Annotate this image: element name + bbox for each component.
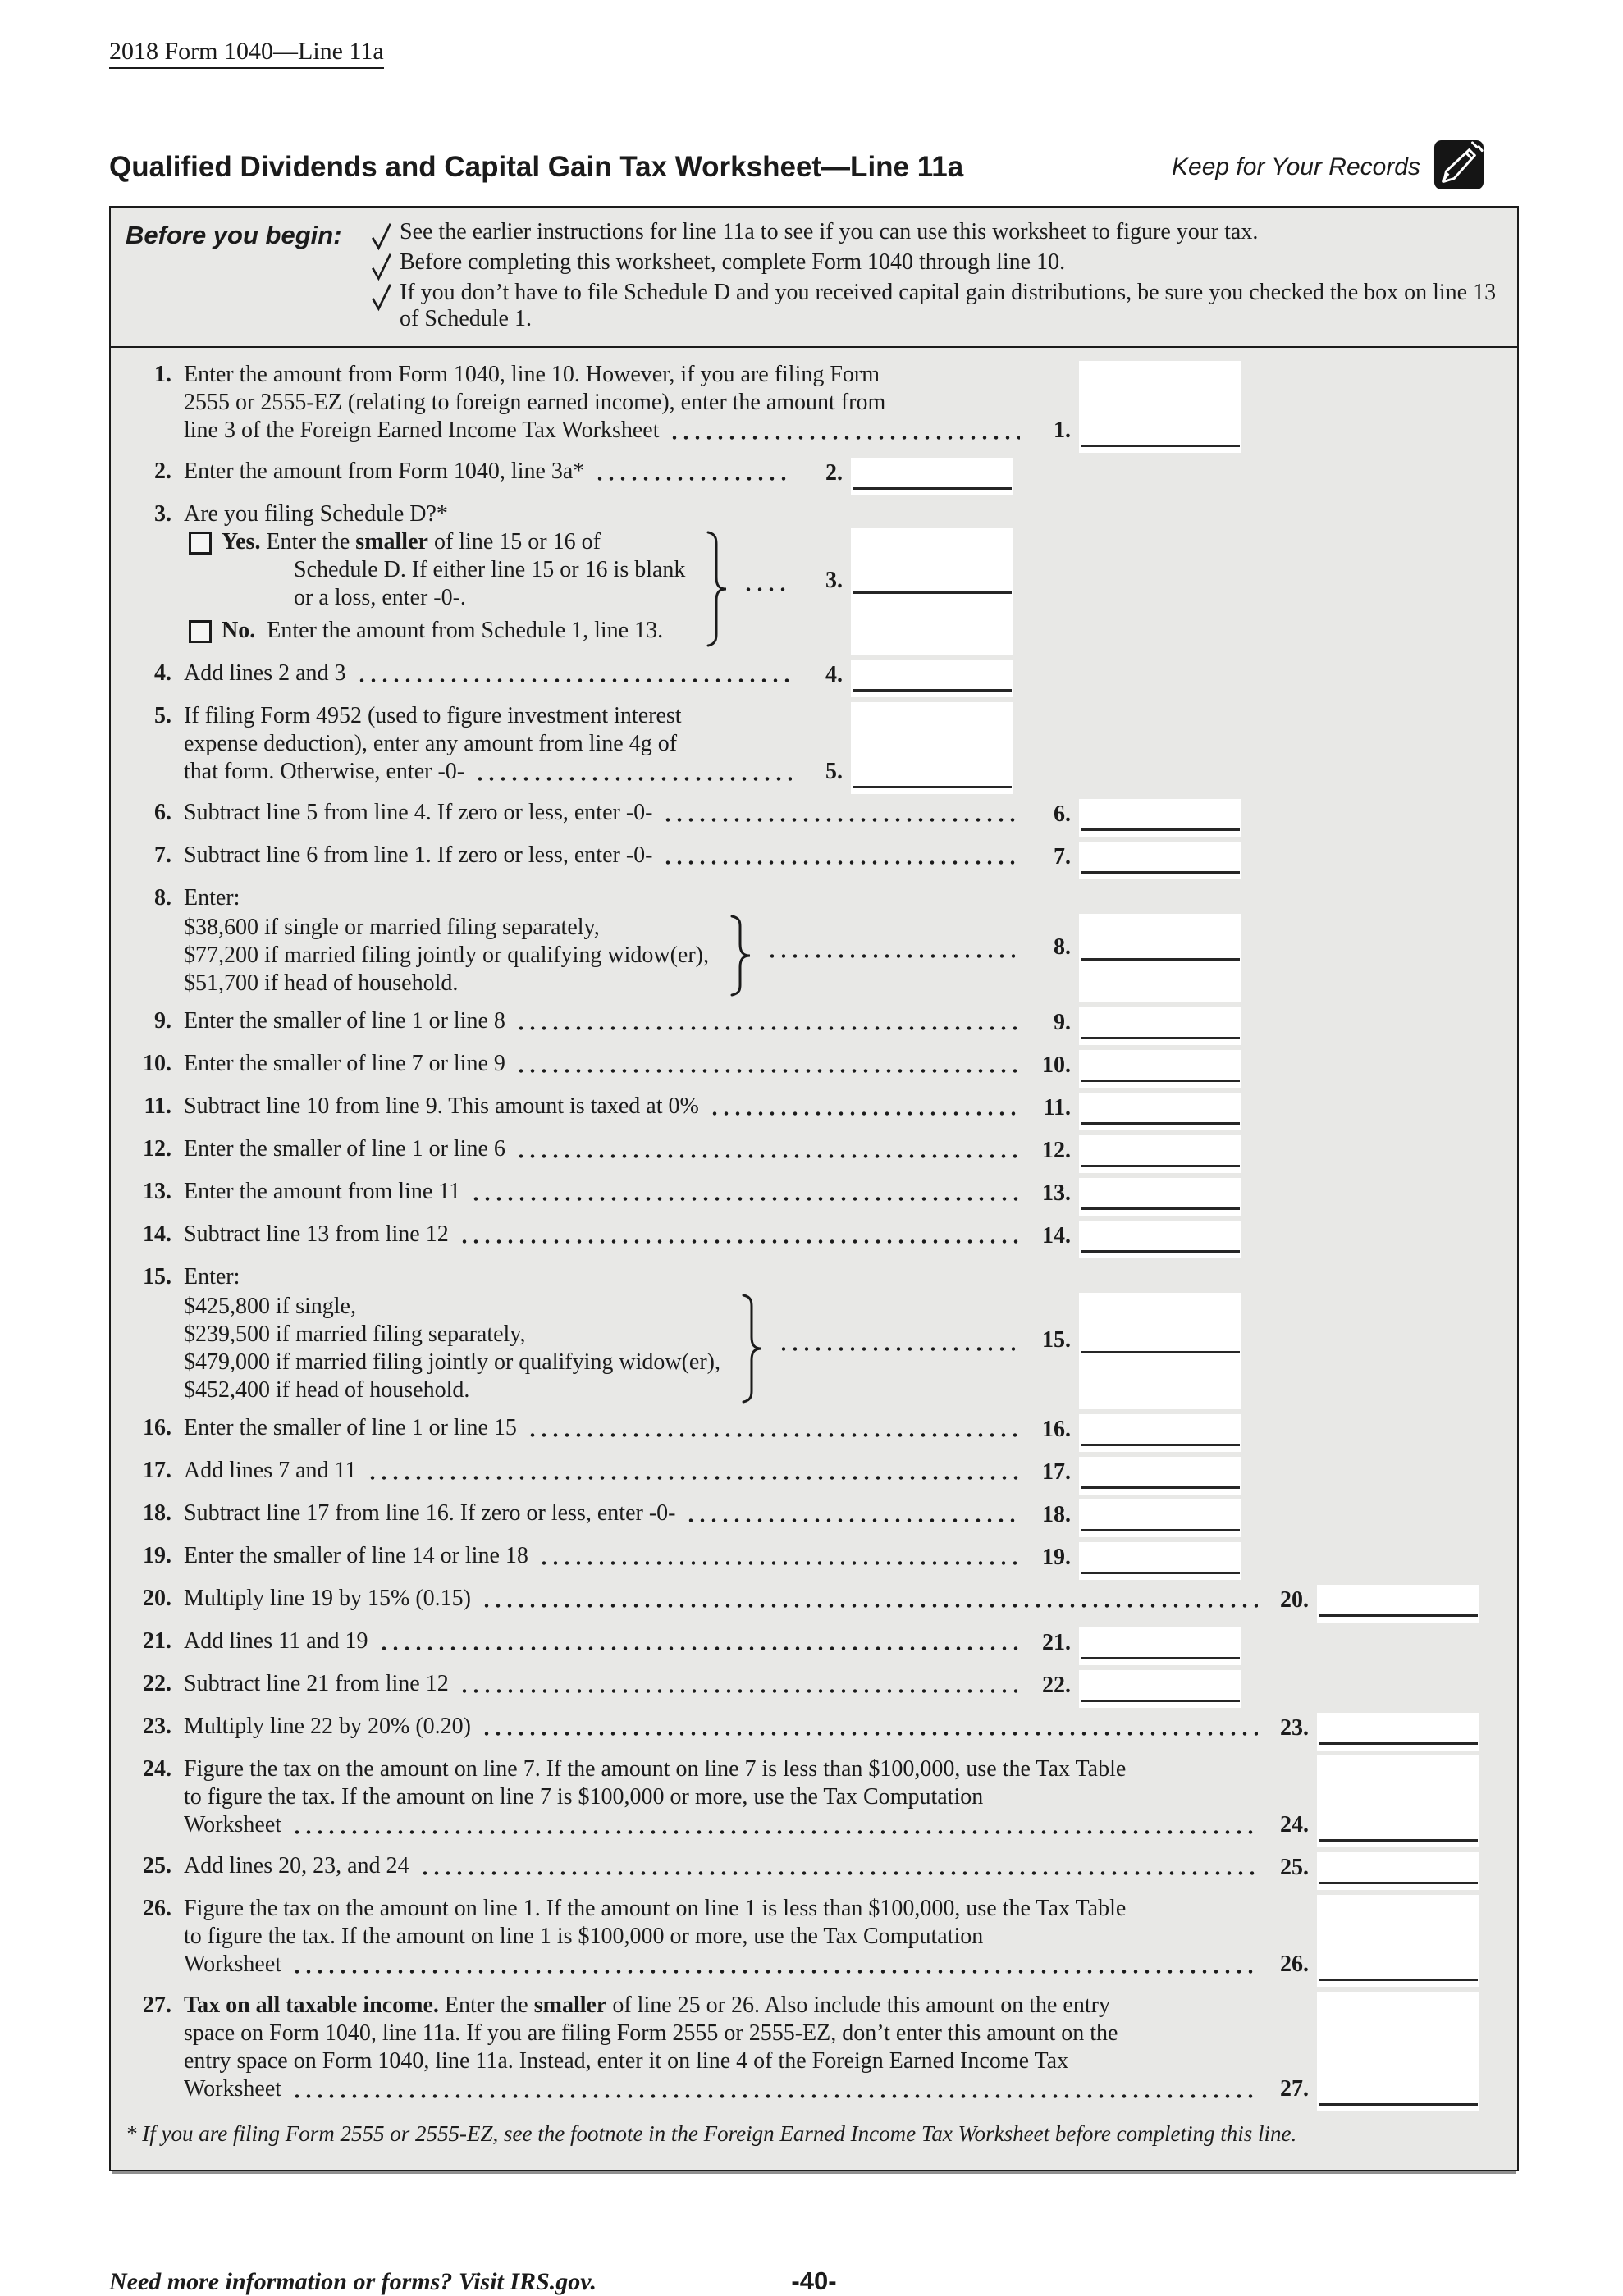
before-item	[370, 249, 1499, 279]
entry-label: 26.	[1280, 1951, 1309, 1977]
amount-entry-box[interactable]	[851, 702, 1013, 794]
line-text: Multiply line 22 by 20% (0.20)	[184, 1714, 471, 1739]
line-text: Subtract line 5 from line 4. If zero or less, enter -0-	[184, 800, 653, 825]
line-number: 10.	[143, 1051, 171, 1076]
dot-leader	[459, 1688, 1020, 1694]
amount-entry-box[interactable]	[851, 528, 1013, 655]
line-text: to figure the tax. If the amount on line 1 is $100,000 or more, use the Tax Computation	[184, 1924, 984, 1949]
worksheet-row-25	[124, 1847, 1517, 1890]
amount-entry-box[interactable]	[1317, 1992, 1479, 2111]
amount-entry-box[interactable]	[1317, 1755, 1479, 1847]
amount-entry-box[interactable]	[1079, 1007, 1241, 1045]
line-number: 7.	[154, 842, 171, 868]
worksheet-row-16	[124, 1409, 1517, 1452]
line-text: Add lines 11 and 19	[184, 1628, 368, 1654]
worksheet-row-27	[124, 1987, 1517, 2111]
worksheet-row-4	[124, 655, 1517, 697]
line-text: Multiply line 19 by 15% (0.15)	[184, 1586, 471, 1611]
line-text: Are you filing Schedule D?*	[184, 501, 448, 527]
document-page	[109, 0, 1519, 2296]
line-text: Subtract line 17 from line 16. If zero or less, enter -0-	[184, 1500, 676, 1526]
worksheet-row-24	[124, 1751, 1517, 1847]
line-number: 19.	[143, 1543, 171, 1568]
line-text: Add lines 20, 23, and 24	[184, 1853, 409, 1878]
line-text: Enter the smaller of line 1 or line 8	[184, 1008, 505, 1034]
line-number: 15.	[143, 1264, 171, 1290]
entry-label: 21.	[1042, 1630, 1071, 1655]
threshold-amounts: $425,800 if single, $239,500 if married filing separately, $479,000 if married filing jointly or qualifying widow(er), $452,400 if head of household.	[184, 1294, 720, 1403]
entry-label: 25.	[1280, 1855, 1309, 1880]
entry-label: 17.	[1042, 1459, 1071, 1485]
worksheet-row-14	[124, 1216, 1517, 1258]
line-number: 16.	[143, 1415, 171, 1440]
worksheet-row-23	[124, 1708, 1517, 1751]
entry-label: 9.	[1054, 1010, 1071, 1035]
worksheet-row-12	[124, 1130, 1517, 1173]
before-item-text: If you don’t have to file Schedule D and you received capital gain distributions, be sure you checked the box on line 13 of Schedule 1.	[400, 280, 1497, 331]
line-number: 9.	[154, 1008, 171, 1034]
dot-leader	[291, 1969, 1258, 1974]
line-number: 11.	[144, 1093, 171, 1119]
no-option-text: No. Enter the amount from Schedule 1, line 13.	[222, 618, 664, 643]
worksheet-row-18	[124, 1495, 1517, 1537]
before-you-begin-label: Before you begin:	[126, 221, 342, 249]
amount-entry-box[interactable]	[1079, 1627, 1241, 1665]
amount-entry-box[interactable]	[1317, 1585, 1479, 1623]
entry-label: 6.	[1054, 801, 1071, 827]
line-text: Enter:	[184, 1264, 240, 1290]
line-number: 25.	[143, 1853, 171, 1878]
line-text: Enter the smaller of line 14 or line 18	[184, 1543, 528, 1568]
line-number: 23.	[143, 1714, 171, 1739]
dot-leader	[515, 1153, 1020, 1159]
yes-option-text: Yes. Enter the smaller of line 15 or 16 of Schedule D. If either line 15 or 16 is blank or a loss, enter -0-.	[222, 529, 686, 610]
dot-leader	[594, 476, 792, 482]
line-text: Worksheet	[184, 2076, 282, 2102]
worksheet-row-5	[124, 697, 1517, 794]
amount-entry-box[interactable]	[1079, 1093, 1241, 1130]
no-checkbox[interactable]	[189, 620, 212, 643]
amount-entry-box[interactable]	[1079, 1670, 1241, 1708]
line-text: 2555 or 2555-EZ (relating to foreign earned income), enter the amount from	[184, 390, 886, 415]
amount-entry-box[interactable]	[1079, 1050, 1241, 1088]
worksheet-row-26	[124, 1890, 1517, 1987]
yes-option	[189, 528, 685, 612]
dot-leader	[669, 435, 1020, 440]
line-text: Subtract line 10 from line 9. This amount is taxed at 0%	[184, 1093, 699, 1119]
worksheet-row-6	[124, 794, 1517, 837]
worksheet-row-10	[124, 1045, 1517, 1088]
line-text: expense deduction), enter any amount from line 4g of	[184, 731, 678, 756]
worksheet-row-19	[124, 1537, 1517, 1580]
dot-leader	[481, 1731, 1258, 1737]
line-text: Subtract line 21 from line 12	[184, 1671, 449, 1696]
line-number: 1.	[154, 362, 171, 387]
worksheet-row-15	[124, 1258, 1517, 1409]
entry-label: 27.	[1280, 2076, 1309, 2102]
worksheet-row-3	[124, 495, 1517, 655]
dot-leader	[356, 678, 792, 683]
amount-entry-box[interactable]	[1079, 1542, 1241, 1580]
line-text: space on Form 1040, line 11a. If you are filing Form 2555 or 2555-EZ, don’t enter this amount on the	[184, 2020, 1118, 2046]
dot-leader	[766, 953, 1020, 959]
brace	[727, 914, 753, 997]
before-item-text: Before completing this worksheet, complete Form 1040 through line 10.	[400, 249, 1066, 275]
line-text: Enter the amount from Form 1040, line 3a*	[184, 459, 585, 484]
line-number: 12.	[143, 1136, 171, 1162]
line-number: 24.	[143, 1756, 171, 1782]
amount-entry-box[interactable]	[1079, 842, 1241, 879]
dot-leader	[459, 1239, 1020, 1244]
amount-entry-box[interactable]	[1079, 1293, 1241, 1409]
line-number: 18.	[143, 1500, 171, 1526]
line-number: 14.	[143, 1221, 171, 1247]
line-text: Subtract line 13 from line 12	[184, 1221, 449, 1247]
line-number: 4.	[154, 660, 171, 686]
worksheet-row-9	[124, 1002, 1517, 1045]
amount-entry-box[interactable]	[1079, 1499, 1241, 1537]
line-text: Figure the tax on the amount on line 1. If the amount on line 1 is less than $100,000, use the Tax Table	[184, 1896, 1127, 1921]
entry-label: 11.	[1043, 1095, 1071, 1121]
worksheet-row-11	[124, 1088, 1517, 1130]
threshold-amounts: $38,600 if single or married filing separately, $77,200 if married filing jointly or qualifying widow(er), $51,700 if head of household.	[184, 915, 709, 996]
worksheet-row-8	[124, 879, 1517, 1002]
worksheet-row-2	[124, 453, 1517, 495]
line-text: Tax on all taxable income. Enter the smaller of line 25 or 26. Also include this amount on the entry	[184, 1992, 1110, 2018]
dot-leader	[481, 1603, 1258, 1609]
worksheet-row-13	[124, 1173, 1517, 1216]
amount-entry-box[interactable]	[1079, 1135, 1241, 1173]
amount-entry-box[interactable]	[851, 660, 1013, 697]
dot-leader	[685, 1518, 1020, 1523]
entry-label: 13.	[1042, 1180, 1071, 1206]
entry-label: 16.	[1042, 1417, 1071, 1442]
entry-label: 22.	[1042, 1673, 1071, 1698]
amount-entry-box[interactable]	[1079, 1221, 1241, 1258]
entry-label: 23.	[1280, 1715, 1309, 1741]
worksheet-rows	[111, 348, 1517, 2111]
dot-leader	[419, 1870, 1258, 1876]
line-number: 22.	[143, 1671, 171, 1696]
line-text: Add lines 7 and 11	[184, 1458, 357, 1483]
worksheet-row-21	[124, 1623, 1517, 1665]
worksheet-row-7	[124, 837, 1517, 879]
dot-leader	[743, 587, 792, 592]
line-text: Worksheet	[184, 1812, 282, 1837]
entry-label: 10.	[1042, 1052, 1071, 1078]
line-number: 2.	[154, 459, 171, 484]
entry-label: 1.	[1054, 418, 1071, 443]
worksheet-row-1	[124, 356, 1517, 453]
dot-leader	[291, 1829, 1258, 1835]
keep-for-records-note: Keep for Your Records	[1172, 153, 1420, 180]
line-text: Worksheet	[184, 1951, 282, 1977]
worksheet-title: Qualified Dividends and Capital Gain Tax Worksheet—Line 11a	[109, 150, 964, 183]
before-item-text: See the earlier instructions for line 11a to see if you can use this worksheet to figure your tax.	[400, 219, 1259, 244]
entry-label: 14.	[1042, 1223, 1071, 1248]
amount-entry-box[interactable]	[1079, 361, 1241, 453]
dot-leader	[291, 2093, 1258, 2099]
dot-leader	[470, 1196, 1020, 1202]
line-text: Enter the amount from Form 1040, line 10. However, if you are filing Form	[184, 362, 880, 387]
brace	[703, 530, 729, 648]
check-icon	[370, 221, 393, 251]
check-icon	[370, 252, 393, 281]
line-number: 13.	[143, 1179, 171, 1204]
line-text: Enter the smaller of line 1 or line 6	[184, 1136, 505, 1162]
page-number: -40-	[791, 2266, 837, 2295]
amount-entry-box[interactable]	[1079, 799, 1241, 837]
line-number: 3.	[154, 501, 171, 527]
entry-label: 5.	[825, 759, 843, 784]
amount-entry-box[interactable]	[1079, 1178, 1241, 1216]
line-text: that form. Otherwise, enter -0-	[184, 759, 465, 784]
dot-leader	[378, 1646, 1021, 1651]
no-option	[189, 617, 685, 645]
dot-leader	[662, 817, 1020, 823]
worksheet-footnote: * If you are filing Form 2555 or 2555-EZ, see the footnote in the Foreign Earned Income Tax Worksheet before completing this line.	[126, 2121, 1297, 2146]
line-text: Enter:	[184, 885, 240, 911]
entry-label: 2.	[825, 460, 843, 486]
brace	[738, 1293, 765, 1404]
line-text: entry space on Form 1040, line 11a. Instead, enter it on line 4 of the Foreign Earned Income Tax	[184, 2048, 1069, 2074]
line-text: to figure the tax. If the amount on line 7 is $100,000 or more, use the Tax Computation	[184, 1784, 984, 1810]
line-number: 6.	[154, 800, 171, 825]
dot-leader	[527, 1432, 1020, 1438]
amount-entry-box[interactable]	[1317, 1713, 1479, 1751]
line-number: 27.	[143, 1992, 171, 2018]
entry-label: 15.	[1042, 1327, 1071, 1353]
line-text: Enter the amount from line 11	[184, 1179, 461, 1204]
amount-entry-box[interactable]	[1317, 1852, 1479, 1890]
line-number: 5.	[154, 703, 171, 728]
dot-leader	[538, 1560, 1020, 1566]
line-text: line 3 of the Foreign Earned Income Tax Worksheet	[184, 418, 660, 443]
pencil-icon	[1433, 139, 1484, 194]
dot-leader	[367, 1475, 1021, 1481]
line-text: If filing Form 4952 (used to figure investment interest	[184, 703, 682, 728]
entry-label: 20.	[1280, 1587, 1309, 1613]
line-number: 20.	[143, 1586, 171, 1611]
entry-label: 3.	[825, 568, 843, 593]
dot-leader	[515, 1025, 1020, 1031]
amount-entry-box[interactable]	[1079, 914, 1241, 1002]
worksheet-row-17	[124, 1452, 1517, 1495]
line-number: 21.	[143, 1628, 171, 1654]
entry-label: 18.	[1042, 1502, 1071, 1527]
footer-info-text: Need more information or forms? Visit IRS.gov.	[109, 2268, 597, 2295]
line-text: Subtract line 6 from line 1. If zero or less, enter -0-	[184, 842, 653, 868]
dot-leader	[474, 776, 792, 782]
page-header-text: 2018 Form 1040—Line 11a	[109, 38, 384, 69]
before-item	[370, 280, 1499, 332]
amount-entry-box[interactable]	[1079, 1414, 1241, 1452]
amount-entry-box[interactable]	[1079, 1457, 1241, 1495]
amount-entry-box[interactable]	[1317, 1895, 1479, 1987]
line-text: Add lines 2 and 3	[184, 660, 346, 686]
entry-label: 8.	[1054, 934, 1071, 960]
before-item	[370, 219, 1499, 249]
entry-label: 12.	[1042, 1138, 1071, 1163]
dot-leader	[662, 860, 1020, 865]
yes-checkbox[interactable]	[189, 532, 212, 555]
entry-label: 4.	[825, 662, 843, 687]
page-header	[109, 38, 1519, 66]
dot-leader	[515, 1068, 1020, 1074]
check-icon	[370, 282, 393, 312]
line-number: 8.	[154, 885, 171, 911]
dot-leader	[709, 1111, 1020, 1116]
amount-entry-box[interactable]	[851, 458, 1013, 495]
page-footer	[109, 2268, 1519, 2296]
line-text: Enter the smaller of line 1 or line 15	[184, 1415, 517, 1440]
line-text: Figure the tax on the amount on line 7. If the amount on line 7 is less than $100,000, use the Tax Table	[184, 1756, 1127, 1782]
line-text: Enter the smaller of line 7 or line 9	[184, 1051, 505, 1076]
worksheet-row-20	[124, 1580, 1517, 1623]
worksheet-title-row	[109, 139, 1519, 194]
dot-leader	[778, 1346, 1020, 1352]
entry-label: 24.	[1280, 1812, 1309, 1837]
worksheet-table	[109, 206, 1519, 2171]
line-number: 17.	[143, 1458, 171, 1483]
before-you-begin-section	[111, 208, 1517, 348]
worksheet-row-22	[124, 1665, 1517, 1708]
entry-label: 19.	[1042, 1545, 1071, 1570]
line-number: 26.	[143, 1896, 171, 1921]
entry-label: 7.	[1054, 844, 1071, 870]
